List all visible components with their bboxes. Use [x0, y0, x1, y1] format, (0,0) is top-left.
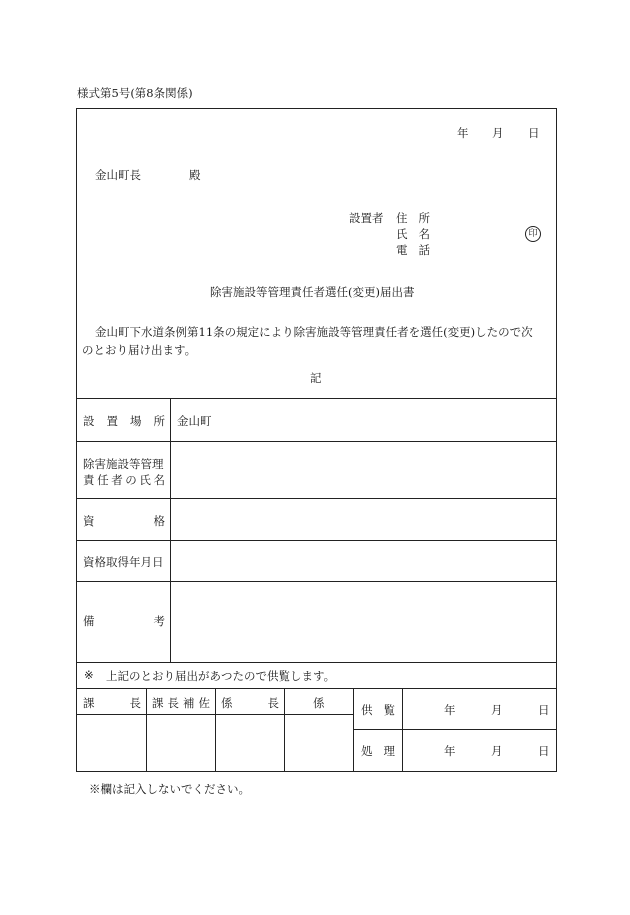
processing-day: 日	[538, 744, 550, 758]
location-value: 金山町	[177, 414, 212, 428]
stamp-header-assistant-chief: 課 長 補 佐	[152, 696, 210, 710]
header-date-day: 日	[528, 126, 540, 140]
table-line-4	[77, 540, 556, 541]
circulation-day: 日	[538, 703, 550, 717]
remarks-label: 備 考	[83, 614, 165, 628]
table-line-2	[77, 441, 556, 442]
form-label: 様式第5号(第8条関係)	[77, 86, 193, 100]
stamp-header-subsection-chief: 係 長	[221, 696, 279, 710]
processing-year: 年	[444, 744, 456, 758]
applicant-label: 設置者	[349, 211, 384, 225]
circulation-month: 月	[491, 703, 503, 717]
header-date-year: 年	[457, 126, 469, 140]
stamp-header-section-chief: 課 長	[83, 696, 141, 710]
body-text-line2: のとおり届け出ます。	[82, 343, 197, 357]
table-line-5	[77, 581, 556, 582]
manager-label-line2: 責 任 者 の 氏 名	[83, 473, 165, 487]
stamp-header-staff: 係	[313, 696, 325, 710]
manager-label-line1: 除害施設等管理	[83, 457, 164, 471]
qualification-label: 資 格	[83, 514, 165, 528]
name-label: 氏 名	[396, 227, 430, 241]
official-col-4	[353, 688, 354, 771]
table-line-3	[77, 498, 556, 499]
official-line-2	[353, 729, 556, 730]
honorific: 殿	[189, 168, 201, 182]
table-line-top	[77, 398, 556, 399]
circulation-label: 供 覧	[361, 703, 395, 717]
processing-label: 処 理	[361, 744, 395, 758]
acquired-date-label: 資格取得年月日	[83, 555, 164, 569]
footnote: ※欄は記入しないでください。	[89, 782, 250, 796]
phone-label: 電 話	[396, 243, 430, 257]
seal-mark: 印	[525, 226, 541, 242]
official-line-1	[77, 688, 556, 689]
circulation-year: 年	[444, 703, 456, 717]
official-col-2	[215, 688, 216, 771]
table-col-divider	[170, 398, 171, 662]
note-mark: ※	[84, 668, 94, 682]
official-col-5	[402, 688, 403, 771]
processing-month: 月	[491, 744, 503, 758]
official-col-1	[146, 688, 147, 771]
address-label: 住 所	[396, 211, 430, 225]
body-text-line1: 金山町下水道条例第11条の規定により除害施設等管理責任者を選任(変更)したので次	[95, 325, 533, 339]
addressee: 金山町長	[95, 168, 141, 182]
official-col-3	[284, 688, 285, 771]
document-title: 除害施設等管理責任者選任(変更)届出書	[210, 285, 415, 299]
note-text: 上記のとおり届出があつたので供覧します。	[106, 669, 336, 683]
ki-label: 記	[310, 371, 322, 385]
location-label: 設 置 場 所	[83, 414, 165, 428]
header-date-month: 月	[492, 126, 504, 140]
